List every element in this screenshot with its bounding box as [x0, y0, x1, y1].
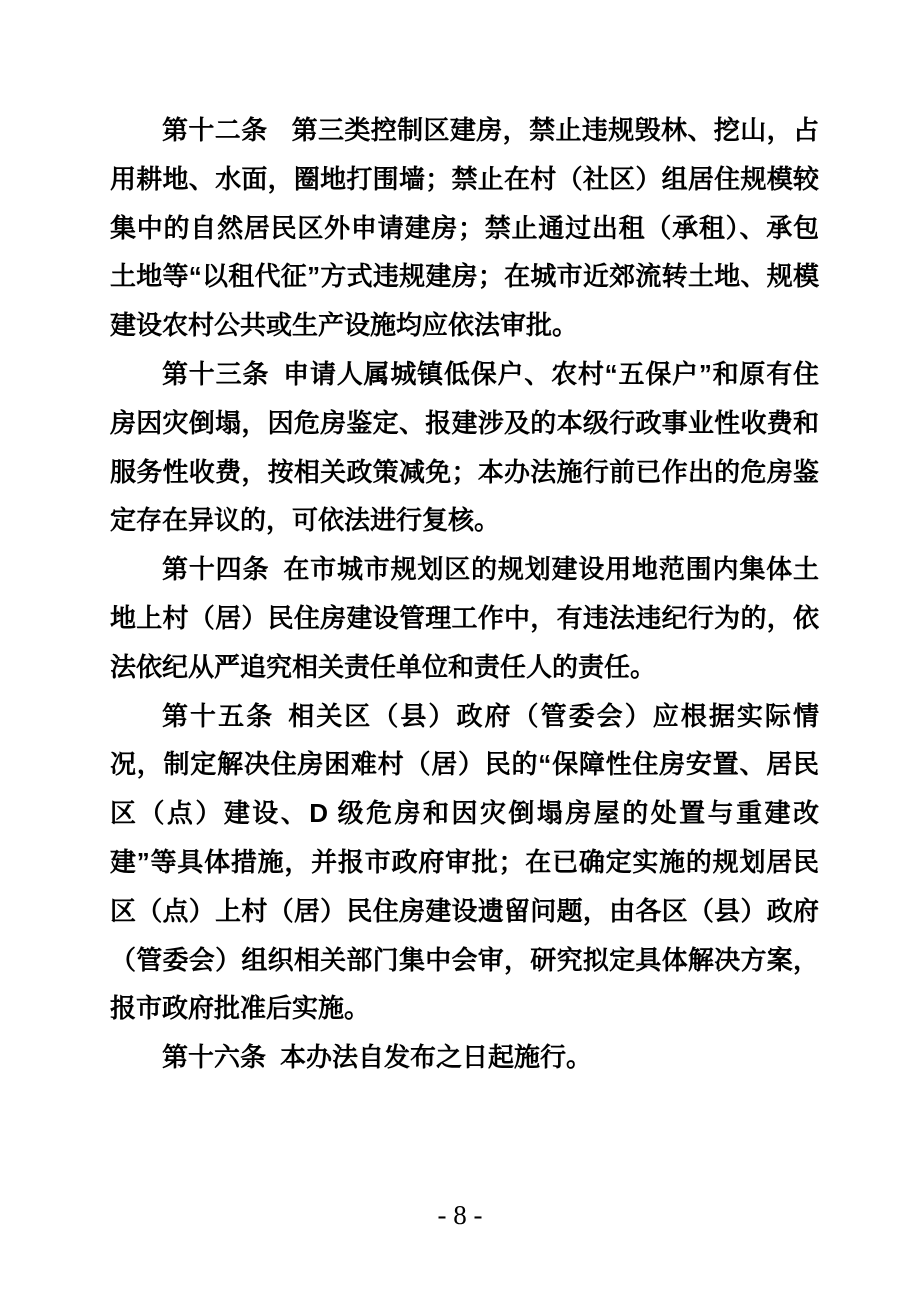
article-14-paragraph — [110, 545, 819, 691]
article-14-text: 在市城市规划区的规划建设用地范围内集体土地上村（居）民住房建设管理工作中，有违法违纪行为的，依法依纪从严追究相关责任单位和责任人的责任。 — [110, 554, 819, 682]
article-15-text: 相关区（县）政府（管委会）应根据实际情况，制定解决住房困难村（居）民的“保障性住房安置、居民区（点）建设、D 级危房和因灾倒塌房屋的处置与重建改建”等具体措施，并报市政府审批；在已确定实施的规划居民区（点）上村（居）民住房建设遗留问题，由各区（县）政府（管委会）组织相关部门集中会审，研究拟定具体解决方案，报市政府批准后实施。 — [110, 700, 819, 1024]
document-text-block — [110, 106, 819, 1082]
article-13-number: 第十三条 — [162, 358, 270, 389]
article-16-text: 本办法自发布之日起施行。 — [280, 1042, 593, 1073]
article-12-number: 第十二条 — [162, 115, 268, 145]
article-13-text: 申请人属城镇低保户、农村“五保户”和原有住房因灾倒塌，因危房鉴定、报建涉及的本级行政事业性收费和服务性收费，按相关政策减免；本办法施行前已作出的危房鉴定存在异议的，可依法进行复核。 — [110, 358, 819, 536]
article-14-number: 第十四条 — [162, 554, 270, 585]
article-16-paragraph — [110, 1033, 819, 1082]
article-12-paragraph — [110, 106, 819, 350]
article-16-number: 第十六条 — [162, 1042, 267, 1073]
article-12-text: 第三类控制区建房，禁止违规毁林、挖山，占用耕地、水面，圈地打围墙；禁止在村（社区）组居住规模较集中的自然居民区外申请建房；禁止通过出租（承租）、承包土地等“以租代征”方式违规建房；在城市近郊流转土地、规模建设农村公共或生产设施均应依法审批。 — [110, 115, 819, 341]
article-15-paragraph — [110, 692, 819, 1034]
article-13-paragraph — [110, 350, 819, 545]
page-number: - 8 - — [437, 1200, 483, 1230]
article-15-number: 第十五条 — [162, 700, 275, 731]
